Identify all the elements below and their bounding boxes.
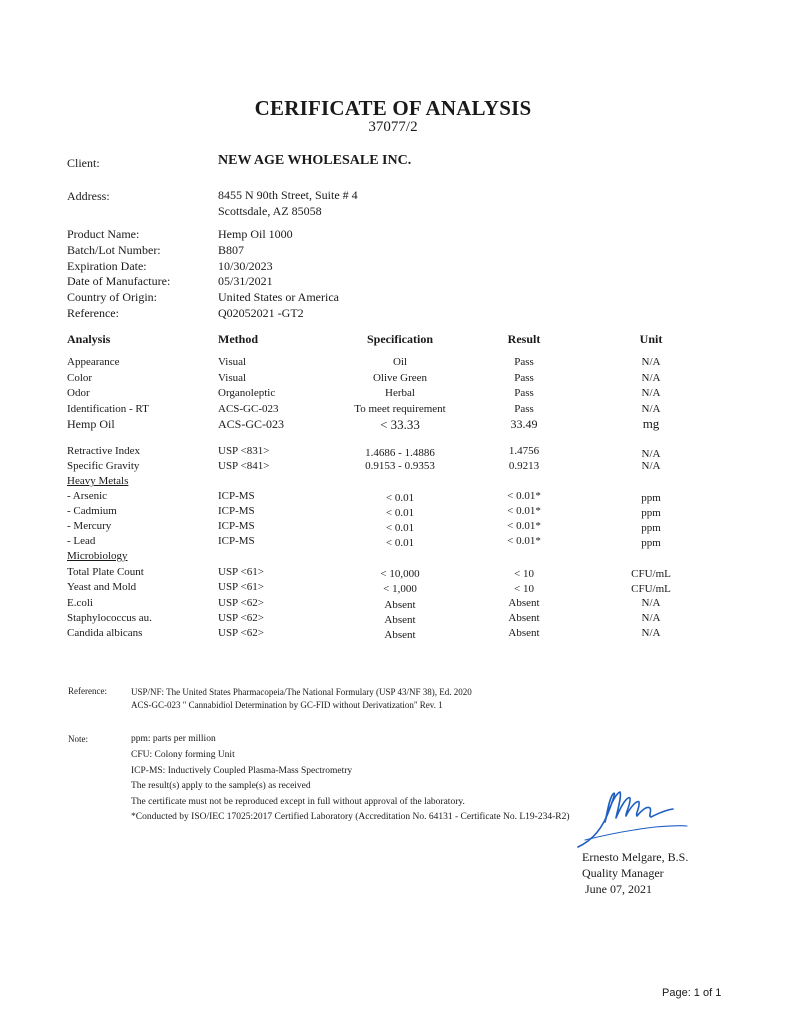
client-label: Client: — [67, 156, 100, 170]
product-name-label: Product Name: — [67, 227, 140, 241]
expiration-label: Expiration Date: — [67, 259, 147, 273]
cell-method: ACS-GC-023 — [218, 403, 279, 415]
table-row — [0, 535, 786, 550]
cell-result: Pass — [514, 387, 534, 399]
note-line: ICP-MS: Inductively Coupled Plasma-Mass Spectrometry — [131, 766, 353, 776]
manufacture-date-value: 05/31/2021 — [218, 274, 273, 288]
reference-label: Reference: — [67, 306, 119, 320]
cell-method: ICP-MS — [218, 505, 255, 517]
handwritten-signature — [575, 780, 695, 852]
address-label: Address: — [67, 189, 110, 203]
cell-spec: < 1,000 — [383, 583, 417, 595]
reference-value: Q02052021 -GT2 — [218, 306, 304, 320]
signatory-title: Quality Manager — [582, 866, 664, 880]
cell-analysis: - Lead — [67, 535, 96, 547]
note-line: CFU: Colony forming Unit — [131, 750, 235, 760]
cell-method: USP <831> — [218, 445, 270, 457]
cell-result: Pass — [514, 356, 534, 368]
table-row-section — [0, 550, 786, 565]
expiration-value: 10/30/2023 — [218, 259, 273, 273]
cell-method: Organoleptic — [218, 387, 276, 399]
cell-spec: To meet requirement — [354, 403, 446, 415]
cell-result: 33.49 — [510, 417, 538, 431]
signature-date: June 07, 2021 — [585, 882, 652, 896]
table-row — [0, 627, 786, 642]
table-row — [0, 581, 786, 596]
cell-method: Visual — [218, 372, 247, 384]
document-title: CERIFICATE OF ANALYSIS — [254, 96, 532, 120]
header-analysis: Analysis — [67, 332, 111, 346]
header-unit: Unit — [639, 332, 663, 346]
product-name-value: Hemp Oil 1000 — [218, 227, 293, 241]
address-line-2: Scottsdale, AZ 85058 — [218, 204, 322, 218]
cell-spec: 1.4686 - 1.4886 — [365, 447, 435, 459]
cell-result: Pass — [514, 403, 534, 415]
table-row — [0, 566, 786, 581]
cell-spec: < 0.01 — [385, 537, 415, 549]
page-number: Page: 1 of 1 — [662, 987, 722, 999]
note-label: Note: — [68, 734, 88, 744]
cell-spec: Absent — [384, 599, 416, 611]
cell-spec: Herbal — [385, 387, 415, 399]
header-specification: Specification — [367, 332, 433, 346]
manufacture-date-label: Date of Manufacture: — [67, 274, 171, 288]
cell-analysis: Hemp Oil — [67, 417, 115, 431]
table-row — [0, 612, 786, 627]
cell-unit: N/A — [641, 356, 661, 368]
cell-analysis: Yeast and Mold — [67, 581, 137, 593]
header-method: Method — [218, 332, 258, 346]
table-row — [0, 597, 786, 612]
reference-section-label: Reference: — [68, 686, 107, 696]
batch-value: B807 — [218, 243, 245, 257]
cell-unit: CFU/mL — [631, 583, 671, 595]
cell-result: 0.9213 — [508, 460, 540, 472]
cell-spec: < 0.01 — [385, 522, 415, 534]
cell-method: ICP-MS — [218, 520, 255, 532]
cell-result: < 0.01* — [507, 505, 541, 517]
table-row — [0, 460, 786, 475]
cell-method: USP <62> — [218, 612, 264, 624]
batch-label: Batch/Lot Number: — [67, 243, 161, 257]
cell-analysis: Identification - RT — [67, 403, 149, 415]
cell-unit: CFU/mL — [631, 568, 671, 580]
address-line-1: 8455 N 90th Street, Suite # 4 — [218, 188, 358, 202]
cell-analysis: Color — [67, 372, 93, 384]
cell-method: USP <62> — [218, 627, 264, 639]
cell-spec: Absent — [384, 629, 416, 641]
table-row — [0, 505, 786, 520]
cell-result: 1.4756 — [508, 445, 540, 457]
client-name: NEW AGE WHOLESALE INC. — [218, 153, 412, 168]
cell-method: ACS-GC-023 — [218, 417, 285, 431]
cell-unit: mg — [642, 416, 660, 431]
cell-unit: ppm — [641, 537, 661, 549]
cell-spec: < 0.01 — [385, 507, 415, 519]
table-row — [0, 387, 786, 402]
cell-unit: ppm — [641, 492, 661, 504]
cell-result: < 0.01* — [507, 535, 541, 547]
cell-method: USP <841> — [218, 460, 270, 472]
cell-analysis: Specific Gravity — [67, 460, 140, 472]
cell-unit: N/A — [641, 372, 661, 384]
cell-analysis: - Cadmium — [67, 505, 117, 517]
cell-method: ICP-MS — [218, 535, 255, 547]
table-row — [0, 520, 786, 535]
cell-spec: < 10,000 — [380, 568, 420, 580]
table-header — [0, 332, 786, 347]
signatory-name: Ernesto Melgare, B.S. — [582, 850, 689, 864]
header-result: Result — [507, 332, 541, 346]
cell-spec: < 33.33 — [380, 417, 420, 432]
table-row — [0, 372, 786, 387]
cell-method: Visual — [218, 356, 247, 368]
cell-analysis: - Arsenic — [67, 490, 108, 502]
cell-result: < 0.01* — [507, 490, 541, 502]
note-line: The result(s) apply to the sample(s) as received — [131, 781, 311, 791]
table-row — [0, 403, 786, 418]
cell-result: Absent — [508, 627, 540, 639]
cell-analysis: Candida albicans — [67, 627, 143, 639]
cell-spec: < 0.01 — [385, 492, 415, 504]
cell-unit: ppm — [641, 522, 661, 534]
cell-unit: N/A — [641, 448, 661, 460]
cell-result: Absent — [508, 612, 540, 624]
cell-analysis: Total Plate Count — [67, 566, 144, 578]
country-label: Country of Origin: — [67, 290, 157, 304]
cell-unit: N/A — [641, 627, 661, 639]
section-heavy-metals: Heavy Metals — [67, 475, 129, 487]
table-row — [0, 417, 786, 432]
cell-method: USP <61> — [218, 566, 264, 578]
cell-result: Pass — [514, 372, 534, 384]
cell-spec: 0.9153 - 0.9353 — [365, 460, 435, 472]
table-row — [0, 490, 786, 505]
cell-analysis: E.coli — [67, 597, 93, 609]
note-line: *Conducted by ISO/IEC 17025:2017 Certified Laboratory (Accreditation No. 64131 - Certificate No. L19-234-R2) — [131, 812, 570, 822]
cell-analysis: Retractive Index — [67, 445, 140, 457]
cell-unit: N/A — [641, 460, 661, 472]
cell-result: < 10 — [514, 568, 534, 580]
cell-unit: N/A — [641, 403, 661, 415]
cell-spec: Olive Green — [372, 372, 428, 384]
table-row-section — [0, 475, 786, 490]
cell-unit: ppm — [641, 507, 661, 519]
cell-spec: Absent — [384, 614, 416, 626]
reference-line-1: USP/NF: The United States Pharmacopeia/The National Formulary (USP 43/NF 38), Ed. 2020 — [131, 687, 472, 697]
cell-unit: N/A — [641, 387, 661, 399]
cell-result: < 0.01* — [507, 520, 541, 532]
certificate-number: 37077/2 — [368, 119, 418, 135]
reference-line-2: ACS-GC-023 " Cannabidiol Determination by GC-FID without Derivatization" Rev. 1 — [131, 700, 443, 710]
cell-analysis: Staphylococcus au. — [67, 612, 152, 624]
cell-unit: N/A — [641, 612, 661, 624]
cell-spec: Oil — [392, 356, 408, 368]
cell-method: USP <61> — [218, 581, 264, 593]
cell-result: Absent — [508, 597, 540, 609]
cell-analysis: Appearance — [67, 356, 120, 368]
note-line: ppm: parts per million — [131, 734, 216, 744]
cell-analysis: - Mercury — [67, 520, 112, 532]
cell-method: ICP-MS — [218, 490, 255, 502]
cell-method: USP <62> — [218, 597, 264, 609]
cell-unit: N/A — [641, 597, 661, 609]
section-microbiology: Microbiology — [67, 550, 128, 562]
cell-result: < 10 — [514, 583, 534, 595]
table-row — [0, 445, 786, 460]
cell-analysis: Odor — [67, 387, 90, 399]
country-value: United States or America — [218, 290, 339, 304]
note-line: The certificate must not be reproduced except in full without approval of the laboratory. — [131, 797, 465, 807]
table-row — [0, 356, 786, 371]
